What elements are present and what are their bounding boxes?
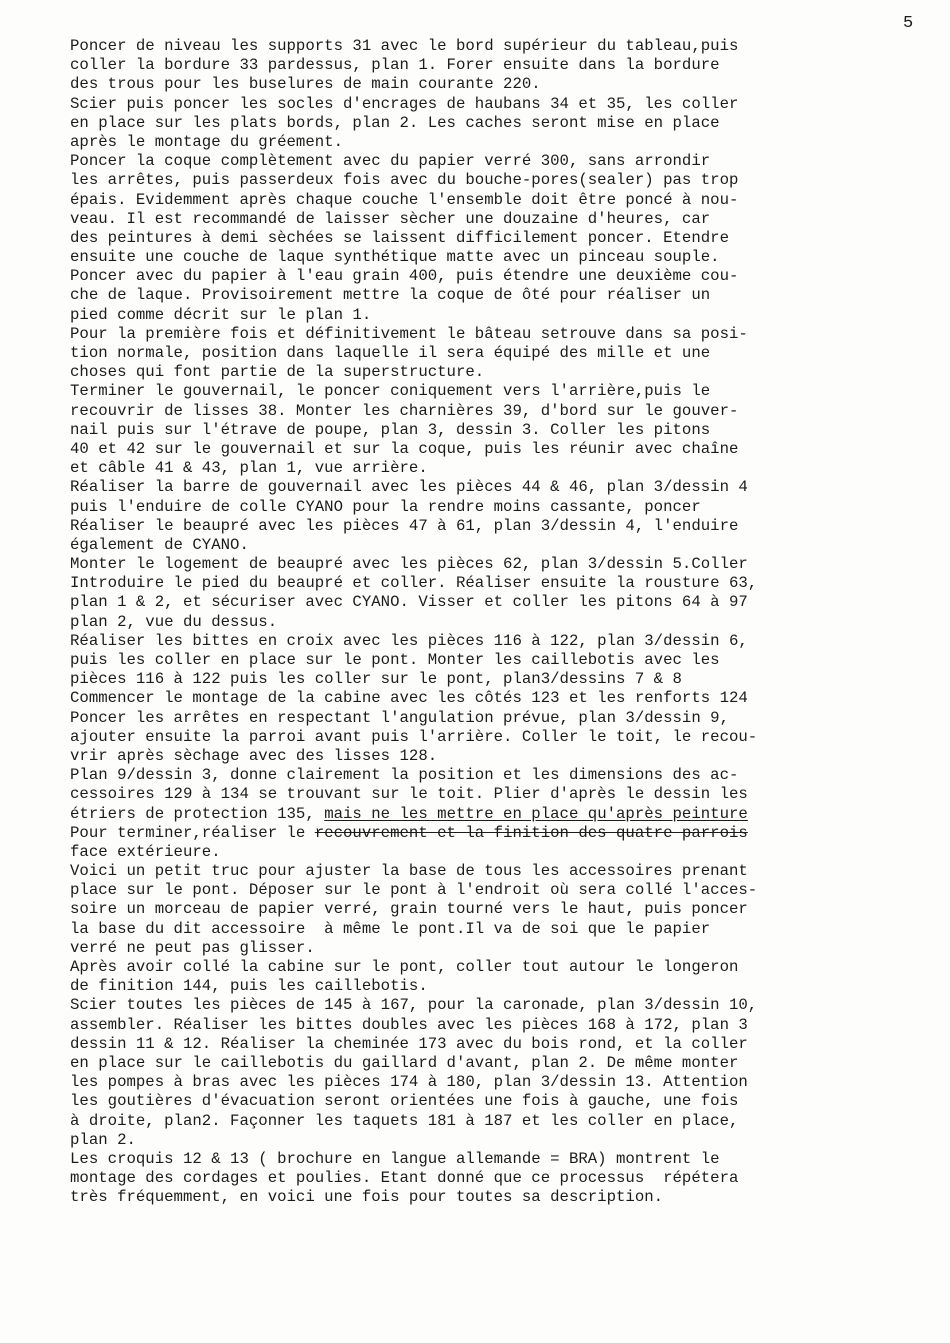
text-line: Terminer le gouvernail, le poncer coniquement vers l'arrière,puis le xyxy=(70,382,711,401)
struck-phrase: recouvrement et la finition des quatre parrois xyxy=(314,823,748,842)
line-start: étriers de protection 135, xyxy=(70,804,325,823)
text-line: 40 et 42 sur le gouvernail et sur la coque, puis les réunir avec chaîne xyxy=(70,439,739,458)
text-line: les arrêtes, puis passerdeux fois avec du bouche-pores(sealer) pas trop xyxy=(70,171,739,190)
body-text xyxy=(70,37,930,1207)
text-line: Pour la première fois et définitivement le bâteau setrouve dans sa posi- xyxy=(70,324,748,343)
text-line: plan 2. xyxy=(70,1130,136,1149)
text-line: Réaliser la barre de gouvernail avec les pièces 44 & 46, plan 3/dessin 4 xyxy=(70,478,748,497)
text-line: des trous pour les buselures de main courante 220. xyxy=(70,75,541,94)
text-line: Scier puis poncer les socles d'encrages de haubans 34 et 35, les coller xyxy=(70,94,739,113)
text-line: Après avoir collé la cabine sur le pont, coller tout autour le longeron xyxy=(70,958,739,976)
text-line: Plan 9/dessin 3, donne clairement la position et les dimensions des ac- xyxy=(70,766,739,785)
text-line: choses qui font partie de la superstructure. xyxy=(70,363,485,382)
text-line: à droite, plan2. Façonner les taquets 181 à 187 et les coller en place, xyxy=(70,1111,739,1130)
text-line: pied comme décrit sur le plan 1. xyxy=(70,305,372,324)
text-line: Poncer de niveau les supports 31 avec le bord supérieur du tableau,puis xyxy=(70,37,739,55)
text-line: pièces 116 à 122 puis les coller sur le pont, plan3/dessins 7 & 8 xyxy=(70,670,682,689)
text-line: soire un morceau de papier verré, grain tourné vers le haut, puis poncer xyxy=(70,900,748,919)
text-line: les goutières d'évacuation seront orientées une fois à gauche, une fois xyxy=(70,1092,739,1111)
text-line-underlined xyxy=(70,805,930,824)
line-start: Pour terminer,réaliser le xyxy=(70,823,315,842)
text-line: recouvrir de lisses 38. Monter les charnières 39, d'bord sur le gouver- xyxy=(70,401,739,420)
text-line: plan 1 & 2, et sécuriser avec CYANO. Visser et coller les pitons 64 à 97 xyxy=(70,593,748,612)
text-line: des peintures à demi sèchées se laissent difficilement poncer. Etendre xyxy=(70,228,729,247)
text-line: assembler. Réaliser les bittes doubles avec les pièces 168 à 172, plan 3 xyxy=(70,1015,748,1034)
text-line-struck xyxy=(70,824,930,843)
text-line: dessin 11 & 12. Réaliser la cheminée 173 avec du bois rond, et la coller xyxy=(70,1034,748,1053)
text-line: Introduire le pied du beaupré et coller. Réaliser ensuite la rousture 63, xyxy=(70,574,758,593)
text-line: nail puis sur l'étrave de poupe, plan 3, dessin 3. Coller les pitons xyxy=(70,420,711,439)
text-line: Voici un petit truc pour ajuster la base de tous les accessoires prenant xyxy=(70,862,748,881)
text-line: place sur le pont. Déposer sur le pont à l'endroit où sera collé l'acces- xyxy=(70,881,758,900)
paragraph-lines-after xyxy=(70,843,930,1208)
text-line: ajouter ensuite la parroi avant puis l'arrière. Coller le toit, le recou- xyxy=(70,727,758,746)
text-line: en place sur les plats bords, plan 2. Les caches seront mise en place xyxy=(70,113,720,132)
text-line: Commencer le montage de la cabine avec les côtés 123 et les renforts 124 xyxy=(70,689,748,708)
text-line: coller la bordure 33 pardessus, plan 1. Forer ensuite dans la bordure xyxy=(70,56,720,75)
text-line: montage des cordages et poulies. Etant donné que ce processus répétera xyxy=(70,1169,739,1188)
text-line: che de laque. Provisoirement mettre la coque de ôté pour réaliser un xyxy=(70,286,711,305)
text-line: tion normale, position dans laquelle il sera équipé des mille et une xyxy=(70,344,711,362)
text-line: et câble 41 & 43, plan 1, vue arrière. xyxy=(70,459,428,478)
text-line: plan 2, vue du dessus. xyxy=(70,612,278,631)
text-line: de finition 144, puis les caillebotis. xyxy=(70,977,428,996)
paragraph-lines-before xyxy=(70,37,930,805)
text-line: Monter le logement de beaupré avec les pièces 62, plan 3/dessin 5.Coller xyxy=(70,555,748,574)
text-line: puis l'enduire de colle CYANO pour la rendre moins cassante, poncer xyxy=(70,497,701,516)
text-line: Les croquis 12 & 13 ( brochure en langue allemande = BRA) montrent le xyxy=(70,1149,720,1168)
page-number: 5 xyxy=(903,14,914,33)
text-line: veau. Il est recommandé de laisser sècher une douzaine d'heures, car xyxy=(70,209,711,228)
text-line: également de CYANO. xyxy=(70,535,249,554)
text-line: Poncer les arrêtes en respectant l'angulation prévue, plan 3/dessin 9, xyxy=(70,708,729,727)
text-line: vrir après sèchage avec des lisses 128. xyxy=(70,746,438,765)
text-line: Poncer avec du papier à l'eau grain 400, puis étendre une deuxième cou- xyxy=(70,267,739,286)
text-line: très fréquemment, en voici une fois pour toutes sa description. xyxy=(70,1188,664,1207)
text-line: Scier toutes les pièces de 145 à 167, pour la caronade, plan 3/dessin 10, xyxy=(70,996,758,1015)
text-line: les pompes à bras avec les pièces 174 à 180, plan 3/dessin 13. Attention xyxy=(70,1073,748,1092)
text-line: Réaliser les bittes en croix avec les pièces 116 à 122, plan 3/dessin 6, xyxy=(70,631,748,650)
text-line: la base du dit accessoire à même le pont.Il va de soi que le papier xyxy=(70,919,711,938)
text-line: Poncer la coque complètement avec du papier verré 300, sans arrondir xyxy=(70,152,711,171)
text-line: épais. Evidemment après chaque couche l'ensemble doit être poncé à nou- xyxy=(70,190,739,209)
text-line: après le montage du gréement. xyxy=(70,132,344,151)
text-line: puis les coller en place sur le pont. Monter les caillebotis avec les xyxy=(70,651,720,669)
underlined-phrase: mais ne les mettre en place qu'après peinture xyxy=(324,804,748,823)
text-line: ensuite une couche de laque synthétique matte avec un pinceau souple. xyxy=(70,248,720,267)
text-line: verré ne peut pas glisser. xyxy=(70,938,315,957)
text-line: en place sur le caillebotis du gaillard d'avant, plan 2. De même monter xyxy=(70,1053,739,1072)
text-line: cessoires 129 à 134 se trouvant sur le toit. Plier d'après le dessin les xyxy=(70,785,748,804)
text-line: face extérieure. xyxy=(70,842,221,861)
text-line: Réaliser le beaupré avec les pièces 47 à 61, plan 3/dessin 4, l'enduire xyxy=(70,516,739,535)
